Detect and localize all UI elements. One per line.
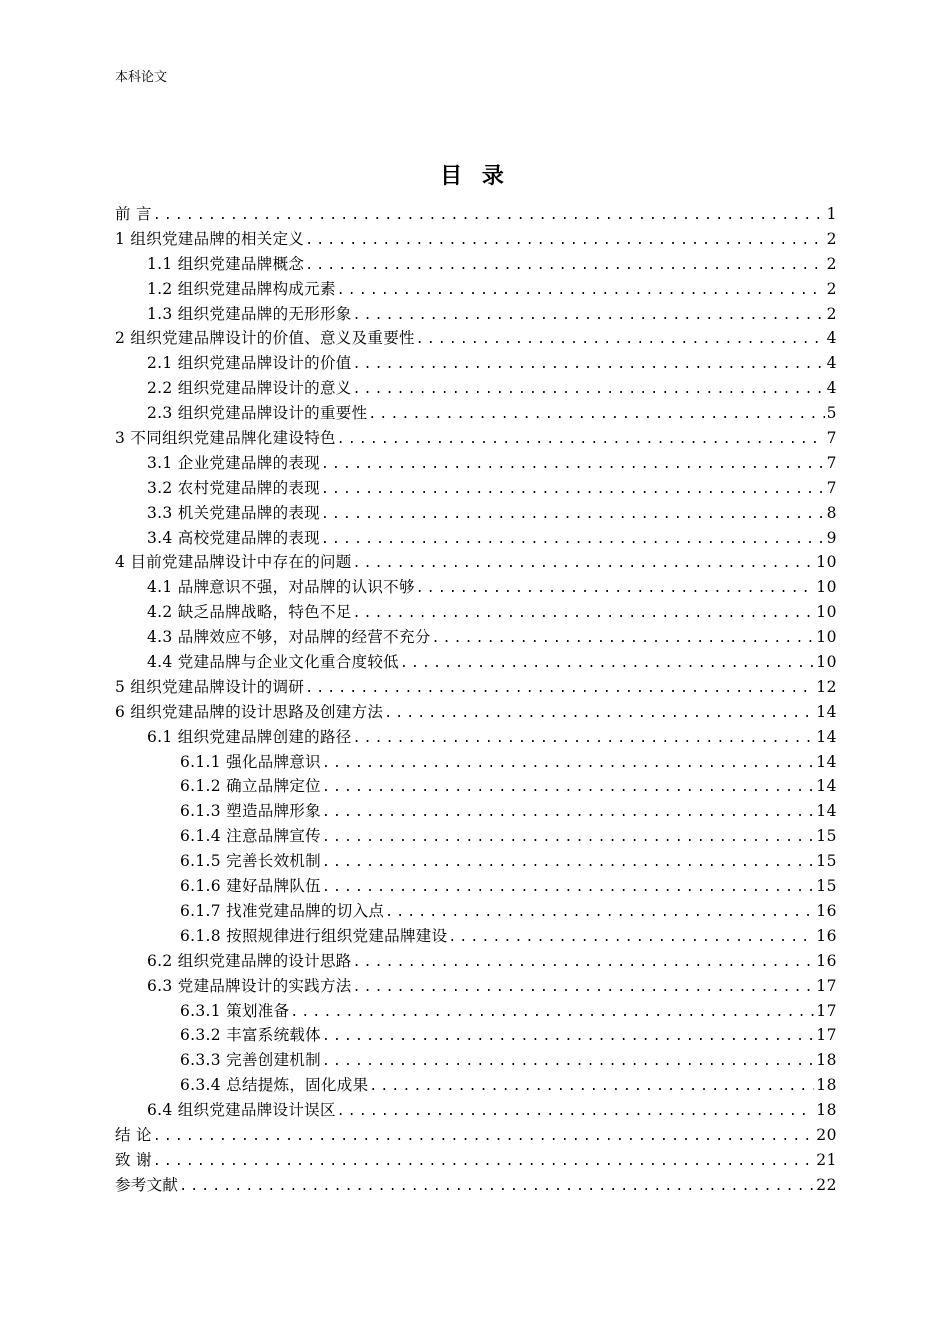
toc-entry[interactable]	[115, 401, 837, 426]
toc-entry[interactable]	[115, 1123, 837, 1148]
toc-entry-page-number: 8	[826, 503, 837, 522]
toc-entry[interactable]	[115, 526, 837, 551]
toc-dot-leader	[321, 503, 825, 526]
toc-dot-leader	[322, 876, 814, 899]
toc-entry-page-number: 9	[826, 528, 837, 547]
toc-entry-page-number: 18	[816, 1076, 837, 1095]
toc-dot-leader	[153, 1125, 814, 1148]
toc-entry-title: 6.1.7 找准党建品牌的切入点	[180, 901, 385, 920]
toc-entry[interactable]	[115, 1098, 837, 1123]
toc-entry[interactable]	[115, 476, 837, 501]
toc-entry[interactable]	[115, 1173, 837, 1198]
toc-entry-page-number: 4	[826, 354, 837, 373]
toc-entry-page-number: 7	[826, 453, 837, 472]
toc-entry-page-number: 14	[816, 727, 837, 746]
toc-entry[interactable]	[115, 650, 837, 675]
toc-entry-title: 3 不同组织党建品牌化建设特色	[115, 429, 336, 448]
toc-entry[interactable]	[115, 326, 837, 351]
toc-entry[interactable]	[115, 725, 837, 750]
toc-entry-title: 致 谢	[115, 1150, 152, 1169]
toc-entry-page-number: 10	[816, 653, 837, 672]
toc-entry-page-number: 7	[826, 429, 837, 448]
toc-entry[interactable]	[115, 1073, 837, 1098]
toc-entry-title: 4 目前党建品牌设计中存在的问题	[115, 553, 352, 572]
toc-entry[interactable]	[115, 277, 837, 302]
toc-entry[interactable]	[115, 899, 837, 924]
toc-entry-page-number: 15	[816, 877, 837, 896]
toc-dot-leader	[416, 328, 825, 351]
toc-dot-leader	[179, 1175, 814, 1198]
toc-entry[interactable]	[115, 949, 837, 974]
toc-entry-page-number: 4	[826, 379, 837, 398]
toc-entry-title: 6.1.8 按照规律进行组织党建品牌建设	[180, 926, 448, 945]
toc-entry-page-number: 2	[826, 279, 837, 298]
toc-entry[interactable]	[115, 501, 837, 526]
toc-entry[interactable]	[115, 1048, 837, 1073]
toc-entry-title: 2.3 组织党建品牌设计的重要性	[147, 404, 368, 423]
table-of-contents	[115, 202, 837, 1198]
toc-entry[interactable]	[115, 1148, 837, 1173]
toc-entry-title: 参考文献	[115, 1175, 179, 1194]
toc-dot-leader	[305, 677, 814, 700]
toc-entry-title: 6.3 党建品牌设计的实践方法	[147, 976, 352, 995]
toc-entry[interactable]	[115, 700, 837, 725]
toc-entry-title: 6.1.1 强化品牌意识	[180, 752, 321, 771]
toc-entry-title: 结 论	[115, 1125, 152, 1144]
toc-entry-title: 6.1.6 建好品牌队伍	[180, 877, 321, 896]
toc-entry-title: 6.3.3 完善创建机制	[180, 1051, 321, 1070]
toc-dot-leader	[353, 602, 815, 625]
toc-dot-leader	[322, 801, 814, 824]
toc-entry-title: 1 组织党建品牌的相关定义	[115, 229, 305, 248]
toc-entry-title: 6.1 组织党建品牌创建的路径	[147, 727, 352, 746]
toc-dot-leader	[322, 1050, 814, 1073]
toc-dot-leader	[322, 752, 814, 775]
toc-entry[interactable]	[115, 824, 837, 849]
toc-dot-leader	[290, 1001, 814, 1024]
toc-entry-page-number: 10	[816, 578, 837, 597]
toc-entry[interactable]	[115, 252, 837, 277]
toc-entry-page-number: 2	[826, 304, 837, 323]
toc-entry-page-number: 15	[816, 852, 837, 871]
toc-dot-leader	[400, 652, 814, 675]
toc-dot-leader	[353, 378, 825, 401]
toc-entry[interactable]	[115, 600, 837, 625]
toc-dot-leader	[369, 1075, 814, 1098]
toc-entry-page-number: 14	[816, 777, 837, 796]
toc-entry[interactable]	[115, 774, 837, 799]
toc-entry[interactable]	[115, 924, 837, 949]
toc-entry-page-number: 16	[816, 926, 837, 945]
toc-entry-title: 1.2 组织党建品牌构成元素	[147, 279, 336, 298]
toc-dot-leader	[432, 627, 815, 650]
toc-dot-leader	[353, 353, 825, 376]
toc-entry-page-number: 10	[816, 628, 837, 647]
toc-entry-page-number: 14	[816, 752, 837, 771]
toc-dot-leader	[305, 229, 824, 252]
toc-entry-title: 6.1.4 注意品牌宣传	[180, 827, 321, 846]
toc-entry-title: 2 组织党建品牌设计的价值、意义及重要性	[115, 329, 415, 348]
toc-title: 目 录	[440, 163, 510, 189]
toc-entry-page-number: 22	[816, 1175, 837, 1194]
toc-entry-page-number: 18	[816, 1051, 837, 1070]
toc-dot-leader	[416, 577, 814, 600]
toc-entry[interactable]	[115, 575, 837, 600]
toc-entry-title: 2.2 组织党建品牌设计的意义	[147, 379, 352, 398]
toc-dot-leader	[337, 1100, 814, 1123]
toc-entry-title: 3.4 高校党建品牌的表现	[147, 528, 320, 547]
toc-entry-page-number: 17	[816, 1001, 837, 1020]
toc-entry[interactable]	[115, 974, 837, 999]
toc-dot-leader	[353, 727, 815, 750]
toc-entry-title: 4.3 品牌效应不够，对品牌的经营不充分	[147, 628, 431, 647]
toc-entry-page-number: 14	[816, 802, 837, 821]
toc-entry-page-number: 16	[816, 901, 837, 920]
toc-entry[interactable]	[115, 799, 837, 824]
toc-entry-page-number: 20	[816, 1125, 837, 1144]
toc-entry-title: 2.1 组织党建品牌设计的价值	[147, 354, 352, 373]
toc-dot-leader	[385, 901, 814, 924]
toc-entry-page-number: 10	[816, 553, 837, 572]
toc-dot-leader	[321, 528, 825, 551]
toc-entry-title: 4.2 缺乏品牌战略，特色不足	[147, 603, 352, 622]
toc-entry[interactable]	[115, 849, 837, 874]
toc-entry-page-number: 12	[816, 677, 837, 696]
toc-entry-title: 1.1 组织党建品牌概念	[147, 254, 305, 273]
toc-entry-page-number: 4	[826, 329, 837, 348]
toc-entry-page-number: 21	[816, 1150, 837, 1169]
toc-entry-page-number: 18	[816, 1101, 837, 1120]
toc-entry-page-number: 10	[816, 603, 837, 622]
toc-entry[interactable]	[115, 426, 837, 451]
toc-entry-title: 3.1 企业党建品牌的表现	[147, 453, 320, 472]
toc-dot-leader	[353, 552, 815, 575]
toc-entry[interactable]	[115, 451, 837, 476]
toc-entry[interactable]	[115, 202, 837, 227]
toc-entry-page-number: 1	[826, 205, 837, 223]
toc-dot-leader	[337, 428, 825, 451]
toc-dot-leader	[353, 304, 825, 327]
toc-entry[interactable]	[115, 376, 837, 401]
page-header-label: 本科论文	[115, 70, 168, 85]
toc-entry-title: 6.1.5 完善长效机制	[180, 852, 321, 871]
toc-dot-leader	[384, 702, 814, 725]
toc-dot-leader	[322, 826, 814, 849]
toc-dot-leader	[321, 453, 825, 476]
toc-entry-title: 5 组织党建品牌设计的调研	[115, 677, 305, 696]
toc-entry-title: 6.1.3 塑造品牌形象	[180, 802, 321, 821]
toc-entry-page-number: 16	[816, 951, 837, 970]
toc-entry-title: 6.4 组织党建品牌设计误区	[147, 1101, 336, 1120]
toc-dot-leader	[153, 204, 825, 227]
toc-entry-title: 4.4 党建品牌与企业文化重合度较低	[147, 653, 399, 672]
toc-entry-title: 3.3 机关党建品牌的表现	[147, 503, 320, 522]
toc-entry-title: 6 组织党建品牌的设计思路及创建方法	[115, 702, 384, 721]
toc-entry[interactable]	[115, 1023, 837, 1048]
toc-entry-page-number: 5	[826, 404, 837, 423]
toc-entry-page-number: 2	[826, 254, 837, 273]
toc-entry[interactable]	[115, 227, 837, 252]
toc-entry-page-number: 2	[826, 229, 837, 248]
toc-dot-leader	[368, 403, 824, 426]
toc-entry-title: 前 言	[115, 205, 152, 223]
toc-entry[interactable]	[115, 750, 837, 775]
toc-dot-leader	[305, 254, 824, 277]
toc-entry[interactable]	[115, 874, 837, 899]
toc-entry-page-number: 17	[816, 976, 837, 995]
toc-entry[interactable]	[115, 675, 837, 700]
toc-entry[interactable]	[115, 550, 837, 575]
toc-entry-page-number: 14	[816, 702, 837, 721]
toc-entry-page-number: 7	[826, 478, 837, 497]
toc-dot-leader	[321, 478, 825, 501]
toc-entry-page-number: 15	[816, 827, 837, 846]
toc-entry-title: 6.3.4 总结提炼，固化成果	[180, 1076, 369, 1095]
toc-entry-title: 6.3.1 策划准备	[180, 1001, 290, 1020]
toc-dot-leader	[353, 951, 815, 974]
toc-entry[interactable]	[115, 625, 837, 650]
toc-entry-title: 6.3.2 丰富系统载体	[180, 1026, 321, 1045]
toc-entry-page-number: 17	[816, 1026, 837, 1045]
toc-entry[interactable]	[115, 999, 837, 1024]
toc-entry-title: 6.1.2 确立品牌定位	[180, 777, 321, 796]
toc-entry[interactable]	[115, 302, 837, 327]
toc-entry-title: 3.2 农村党建品牌的表现	[147, 478, 320, 497]
toc-dot-leader	[322, 851, 814, 874]
toc-dot-leader	[322, 1025, 814, 1048]
toc-dot-leader	[322, 776, 814, 799]
toc-entry-title: 4.1 品牌意识不强，对品牌的认识不够	[147, 578, 415, 597]
toc-entry[interactable]	[115, 351, 837, 376]
toc-dot-leader	[337, 279, 825, 302]
toc-dot-leader	[153, 1150, 814, 1173]
toc-dot-leader	[353, 976, 815, 999]
toc-dot-leader	[448, 926, 814, 949]
toc-entry-title: 1.3 组织党建品牌的无形形象	[147, 304, 352, 323]
toc-entry-title: 6.2 组织党建品牌的设计思路	[147, 951, 352, 970]
